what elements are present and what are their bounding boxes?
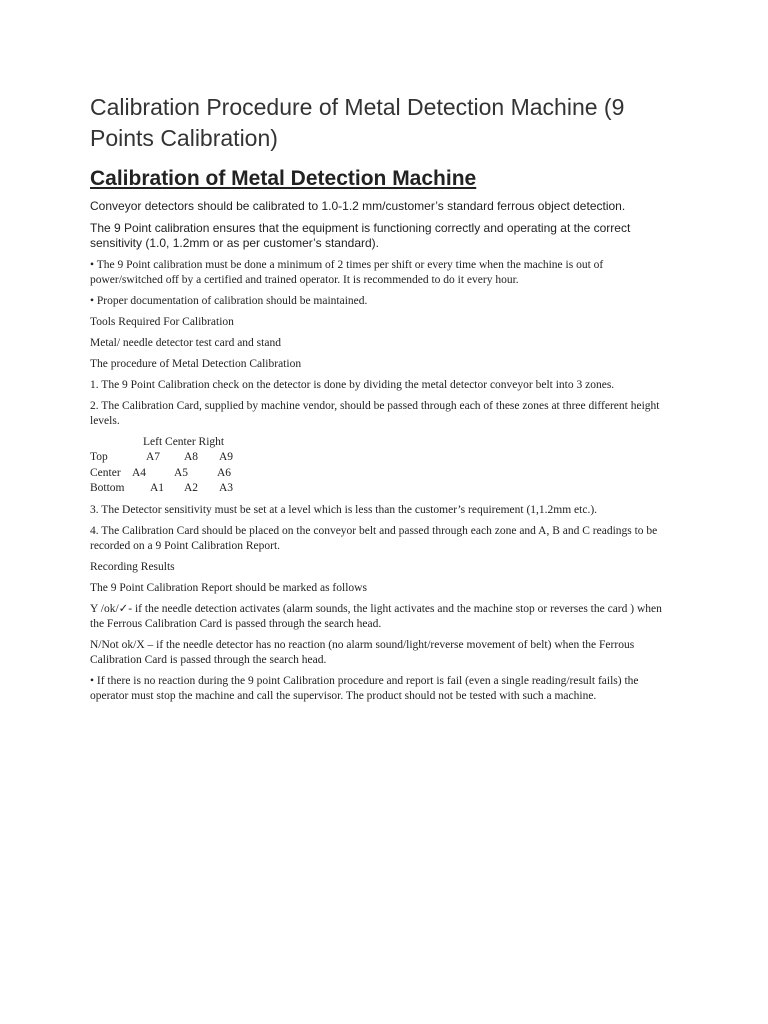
results-heading: Recording Results: [90, 560, 175, 573]
step-2: 2. The Calibration Card, supplied by machine vendor, should be passed through each of these zones at three different height levels.: [90, 399, 660, 427]
document-title: Calibration Procedure of Metal Detection Machine (9 Points Calibration): [90, 94, 625, 151]
result-no: N/Not ok/X – if the needle detector has no reaction (no alarm sound/light/reverse movement of belt) when the Ferrous Calibration Card is passed through the search head.: [90, 638, 635, 666]
grid-row-center: [90, 466, 678, 482]
step-3: 3. The Detector sensitivity must be set at a level which is less than the customer’s requirement (1,1.2mm etc.).: [90, 503, 598, 516]
grid-cell: A4: [132, 466, 147, 479]
calibration-zone-grid: [90, 435, 678, 497]
step-4: 4. The Calibration Card should be placed on the conveyor belt and passed through each zone and A, B and C readings to be recorded on a 9 Point Calibration Report.: [90, 524, 658, 552]
grid-cell: A6: [217, 466, 232, 479]
grid-row-top: [90, 450, 678, 466]
grid-cell: A8: [184, 451, 199, 463]
grid-row-label: Top: [90, 451, 108, 463]
grid-cell: A5: [174, 466, 189, 479]
bullet-documentation: • Proper documentation of calibration should be maintained.: [90, 294, 368, 307]
intro-paragraph-1: Conveyor detectors should be calibrated to 1.0-1.2 mm/customer’s standard ferrous object detection.: [90, 199, 626, 213]
tools-heading: Tools Required For Calibration: [90, 315, 234, 328]
intro-paragraph-2: The 9 Point calibration ensures that the equipment is functioning correctly and operating at the correct sensitivity (1.0, 1.2mm or as per customer’s standard).: [90, 220, 631, 250]
results-intro: The 9 Point Calibration Report should be marked as follows: [90, 581, 367, 594]
grid-row-bottom: [90, 481, 678, 497]
bullet-frequency: • The 9 Point calibration must be done a minimum of 2 times per shift or every time when the machine is out of power/switched off by a certified and trained operator. It is recommended to do it every hour.: [90, 258, 604, 286]
section-heading: Calibration of Metal Detection Machine: [90, 167, 477, 190]
grid-cell: A2: [184, 482, 199, 494]
result-yes: Y /ok/✓- if the needle detection activates (alarm sounds, the light activates and the machine stop or reverses the card ) when the Ferrous Calibration Card is passed through the search head.: [90, 602, 662, 630]
grid-header: Left Center Right: [143, 435, 225, 448]
grid-cell: A7: [146, 451, 161, 463]
tools-item: Metal/ needle detector test card and stand: [90, 336, 281, 349]
grid-cell: A1: [150, 482, 165, 494]
grid-row-label: Bottom: [90, 482, 125, 494]
grid-header-row: [90, 435, 678, 451]
grid-cell: A3: [219, 482, 234, 494]
grid-cell: A9: [219, 451, 234, 463]
step-1: 1. The 9 Point Calibration check on the detector is done by dividing the metal detector conveyor belt into 3 zones.: [90, 378, 615, 391]
grid-row-label: Center: [90, 466, 121, 479]
procedure-heading: The procedure of Metal Detection Calibration: [90, 357, 302, 370]
result-fail: • If there is no reaction during the 9 point Calibration procedure and report is fail (even a single reading/result fails) the operator must stop the machine and call the supervisor. The product should not be tested with such a machine.: [90, 674, 639, 702]
